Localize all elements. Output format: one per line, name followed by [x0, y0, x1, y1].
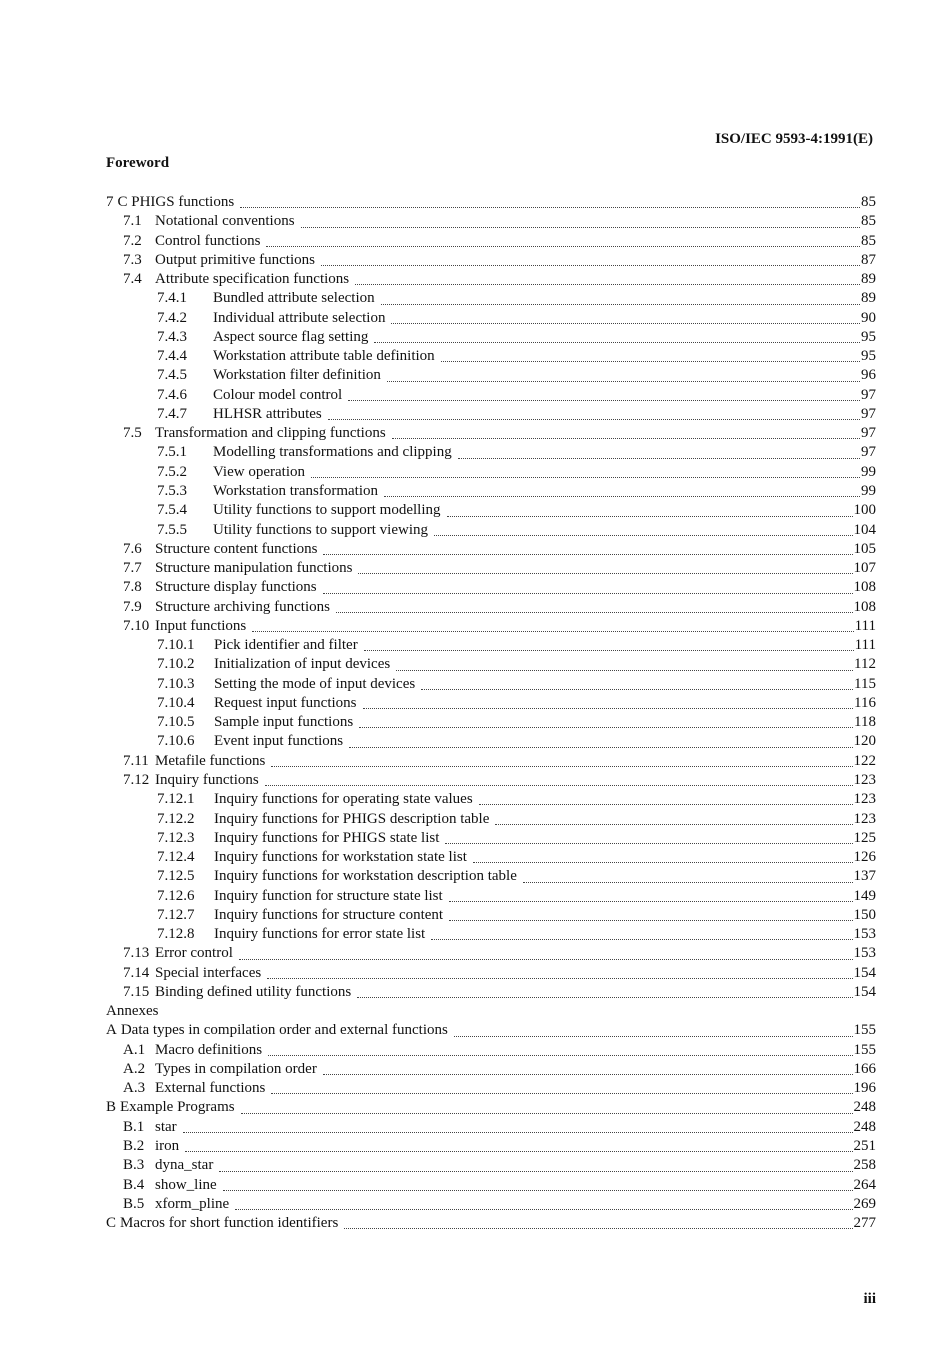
- toc-entry[interactable]: [106, 463, 876, 482]
- toc-entry-number: 7.1: [123, 213, 142, 230]
- toc-entry[interactable]: [106, 944, 876, 963]
- dot-leader: [358, 565, 852, 574]
- dot-leader: [266, 238, 860, 247]
- dot-leader: [447, 507, 853, 516]
- dot-leader: [449, 912, 852, 921]
- toc-entry-page: 126: [853, 849, 876, 866]
- toc-entry[interactable]: [106, 887, 876, 906]
- toc-entry-page: 99: [861, 463, 876, 480]
- dot-leader: [235, 1201, 852, 1210]
- toc-entry[interactable]: [106, 212, 876, 231]
- toc-entry[interactable]: [106, 675, 876, 694]
- toc-entry-title: Binding defined utility functions: [155, 983, 352, 1000]
- toc-entry[interactable]: [106, 713, 876, 732]
- dot-leader: [240, 199, 860, 208]
- toc-entry-number: 7.5.3: [157, 482, 187, 499]
- dot-leader: [357, 989, 852, 998]
- toc-entry-title: Transformation and clipping functions: [155, 425, 386, 442]
- toc-entry[interactable]: [106, 501, 876, 520]
- toc-entry-page: 123: [853, 771, 876, 788]
- toc-entry-page: 154: [853, 964, 876, 981]
- toc-entry-page: 87: [861, 251, 876, 268]
- toc-entry-number: 7.12.1: [157, 791, 195, 808]
- dot-leader: [268, 1047, 852, 1056]
- toc-entry-title: Utility functions to support viewing: [213, 521, 428, 538]
- toc-entry[interactable]: [106, 578, 876, 597]
- toc-entry[interactable]: [106, 251, 876, 270]
- toc-entry-page: 123: [853, 810, 876, 827]
- toc-entry-title: Inquiry functions for workstation state list: [214, 849, 467, 866]
- toc-entry[interactable]: [106, 347, 876, 366]
- toc-entry-page: 137: [853, 868, 876, 885]
- toc-entry[interactable]: [106, 1060, 876, 1079]
- dot-leader: [223, 1182, 853, 1191]
- toc-entry-page: 115: [854, 675, 876, 692]
- toc-entry-title: Sample input functions: [214, 714, 354, 731]
- toc-entry-page: 95: [861, 328, 876, 345]
- toc-entry-title: Initialization of input devices: [214, 656, 391, 673]
- toc-entry[interactable]: [106, 694, 876, 713]
- toc-entry[interactable]: [106, 829, 876, 848]
- toc-entry-number: 7.12.3: [157, 829, 195, 846]
- toc-entry-title: Bundled attribute selection: [213, 290, 375, 307]
- toc-entry[interactable]: [106, 655, 876, 674]
- toc-entry-number: 7.12.5: [157, 868, 195, 885]
- toc-entry-title: Macros for short function identifiers: [120, 1215, 339, 1232]
- dot-leader: [311, 469, 860, 478]
- toc-entry[interactable]: [106, 1118, 876, 1137]
- dot-leader: [449, 893, 853, 902]
- toc-entry-page: 107: [853, 560, 876, 577]
- toc-entry-page: 125: [853, 829, 876, 846]
- dot-leader: [336, 604, 853, 613]
- toc-entry-page: 97: [861, 425, 876, 442]
- toc-entry[interactable]: [106, 906, 876, 925]
- toc-entry-title: Special interfaces: [155, 964, 262, 981]
- toc-entry-page: 251: [853, 1138, 876, 1155]
- toc-entry[interactable]: [106, 1002, 876, 1021]
- toc-entry-page: 122: [853, 752, 876, 769]
- toc-entry-title: Inquiry functions: [155, 771, 259, 788]
- toc-entry-title: Structure archiving functions: [155, 598, 330, 615]
- toc-entry-title: show_line: [155, 1176, 217, 1193]
- toc-entry[interactable]: [106, 1156, 876, 1175]
- dot-leader: [381, 295, 860, 304]
- toc-entry[interactable]: [106, 1098, 876, 1117]
- toc-entry-page: 258: [853, 1157, 876, 1174]
- toc-entry[interactable]: [106, 193, 876, 212]
- dot-leader: [384, 488, 860, 497]
- dot-leader: [523, 873, 853, 882]
- toc-entry-title: Inquiry functions for PHIGS description table: [214, 810, 490, 827]
- toc-entry-page: 116: [854, 694, 876, 711]
- toc-entry-title: star: [155, 1118, 177, 1135]
- toc-entry-number: 7.10.1: [157, 637, 195, 654]
- toc-entry-page: 149: [853, 887, 876, 904]
- toc-entry-number: A.3: [123, 1080, 146, 1097]
- toc-entry-title: External functions: [155, 1080, 266, 1097]
- toc-entry-number: 7.15: [123, 983, 150, 1000]
- toc-entry-number: 7.13: [123, 945, 150, 962]
- toc-entry-number: 7.12.2: [157, 810, 195, 827]
- dot-leader: [364, 642, 854, 651]
- toc-entry[interactable]: [106, 790, 876, 809]
- dot-leader: [355, 276, 860, 285]
- toc-entry-number: 7.5.1: [157, 444, 187, 461]
- table-of-contents: [106, 193, 876, 1233]
- toc-entry[interactable]: [106, 636, 876, 655]
- dot-leader: [323, 1066, 853, 1075]
- toc-entry-title: Metafile functions: [155, 752, 266, 769]
- toc-entry-title: Workstation attribute table definition: [213, 348, 435, 365]
- toc-entry-page: 95: [861, 348, 876, 365]
- toc-entry-number: 7.6: [123, 540, 142, 557]
- toc-entry-number: 7.5.5: [157, 521, 187, 538]
- toc-entry-page: 85: [861, 232, 876, 249]
- toc-entry-number: B.2: [123, 1138, 145, 1155]
- toc-entry-page: 166: [853, 1060, 876, 1077]
- dot-leader: [359, 719, 853, 728]
- toc-entry-number: 7.5.4: [157, 502, 187, 519]
- page-number: iii: [863, 1291, 876, 1307]
- toc-entry-number: A.1: [123, 1041, 146, 1058]
- toc-entry-number: 7.4.1: [157, 290, 187, 307]
- toc-entry-title: Utility functions to support modelling: [213, 502, 441, 519]
- dot-leader: [252, 623, 853, 632]
- toc-entry-number: A.2: [123, 1060, 146, 1077]
- toc-entry-title: Example Programs: [120, 1099, 235, 1116]
- toc-entry-title: Workstation transformation: [213, 482, 379, 499]
- dot-leader: [267, 970, 852, 979]
- dot-leader: [265, 777, 853, 786]
- dot-leader: [321, 257, 860, 266]
- toc-entry[interactable]: [106, 521, 876, 540]
- toc-entry-page: 90: [861, 309, 876, 326]
- toc-entry[interactable]: [106, 925, 876, 944]
- toc-entry-number: B.1: [123, 1118, 145, 1135]
- toc-entry-page: 97: [861, 444, 876, 461]
- toc-entry-page: 108: [853, 579, 876, 596]
- toc-entry-title: Request input functions: [214, 694, 357, 711]
- toc-entry[interactable]: [106, 424, 876, 443]
- toc-entry-title: Control functions: [155, 232, 261, 249]
- dot-leader: [431, 931, 852, 940]
- toc-entry-number: 7.5.2: [157, 463, 187, 480]
- toc-entry-number: 7.14: [123, 964, 150, 981]
- toc-entry-number: 7.12: [123, 771, 150, 788]
- toc-entry-title: Modelling transformations and clipping: [213, 444, 452, 461]
- toc-entry[interactable]: [106, 867, 876, 886]
- toc-entry-page: 150: [853, 906, 876, 923]
- toc-entry[interactable]: [106, 771, 876, 790]
- toc-entry-number: C: [106, 1215, 117, 1232]
- toc-entry-title: View operation: [213, 463, 305, 480]
- toc-entry-number: B.3: [123, 1157, 145, 1174]
- toc-entry-title: HLHSR attributes: [213, 405, 322, 422]
- toc-entry-title: Types in compilation order: [155, 1060, 317, 1077]
- dot-leader: [473, 854, 853, 863]
- dot-leader: [183, 1124, 853, 1133]
- toc-entry-title: Inquiry functions for operating state values: [214, 791, 473, 808]
- toc-entry-page: 104: [853, 521, 876, 538]
- toc-entry-page: 154: [853, 983, 876, 1000]
- toc-entry-page: 111: [854, 617, 876, 634]
- toc-entry[interactable]: [106, 328, 876, 347]
- dot-leader: [349, 738, 852, 747]
- toc-entry-title: Colour model control: [213, 386, 343, 403]
- toc-entry-title: Attribute specification functions: [155, 271, 350, 288]
- toc-entry[interactable]: [106, 1176, 876, 1195]
- toc-entry-title: Structure content functions: [155, 540, 318, 557]
- toc-entry-number: 7.4.2: [157, 309, 187, 326]
- toc-entry[interactable]: [106, 289, 876, 308]
- toc-entry[interactable]: [106, 232, 876, 251]
- toc-entry-title: iron: [155, 1138, 180, 1155]
- toc-entry[interactable]: [106, 964, 876, 983]
- dot-leader: [363, 700, 854, 709]
- toc-entry-number: 7.12.8: [157, 926, 195, 943]
- toc-entry-title: C PHIGS functions: [117, 194, 235, 210]
- toc-entry-number: 7.4.7: [157, 405, 187, 422]
- dot-leader: [241, 1104, 853, 1113]
- toc-entry-number: 7.10.5: [157, 714, 195, 731]
- toc-entry-page: 248: [853, 1118, 876, 1135]
- toc-entry[interactable]: [106, 540, 876, 559]
- toc-entry-page: 96: [861, 367, 876, 384]
- toc-entry-number: B.5: [123, 1195, 145, 1212]
- toc-entry[interactable]: [106, 732, 876, 751]
- toc-entry-number: 7: [106, 194, 114, 210]
- toc-entry[interactable]: [106, 386, 876, 405]
- toc-entry-number: 7.12.4: [157, 849, 195, 866]
- toc-entry-title: Macro definitions: [155, 1041, 263, 1058]
- toc-entry-page: 120: [853, 733, 876, 750]
- toc-entry[interactable]: [106, 270, 876, 289]
- dot-leader: [328, 411, 860, 420]
- toc-entry[interactable]: [106, 1041, 876, 1060]
- toc-entry-number: 7.12.6: [157, 887, 195, 904]
- toc-entry-number: 7.10.6: [157, 733, 195, 750]
- toc-entry-number: 7.10.4: [157, 694, 195, 711]
- dot-leader: [391, 315, 860, 324]
- toc-entry-number: 7.8: [123, 579, 142, 596]
- toc-entry-page: 155: [853, 1041, 876, 1058]
- toc-entry-number: 7.10: [123, 617, 150, 634]
- toc-entry-page: 97: [861, 405, 876, 422]
- dot-leader: [374, 334, 860, 343]
- toc-entry-title: Output primitive functions: [155, 251, 315, 268]
- toc-entry-page: 153: [853, 945, 876, 962]
- toc-entry-page: 277: [853, 1215, 876, 1232]
- toc-entry-page: 97: [861, 386, 876, 403]
- dot-leader: [271, 758, 852, 767]
- toc-entry[interactable]: [106, 810, 876, 829]
- toc-entry-title: Inquiry function for structure state list: [214, 887, 443, 904]
- toc-entry-title: Input functions: [155, 617, 247, 634]
- toc-entry[interactable]: [106, 1021, 876, 1040]
- dot-leader: [323, 584, 853, 593]
- toc-entry-title: Aspect source flag setting: [213, 328, 369, 345]
- toc-entry-page: 99: [861, 482, 876, 499]
- toc-entry-title: Workstation filter definition: [213, 367, 381, 384]
- toc-entry-number: B: [106, 1099, 117, 1116]
- toc-entry-number: 7.12.7: [157, 906, 195, 923]
- toc-entry[interactable]: [106, 366, 876, 385]
- toc-entry-title: Inquiry functions for error state list: [214, 926, 426, 943]
- dot-leader: [458, 449, 860, 458]
- toc-entry-page: 155: [853, 1022, 876, 1039]
- toc-entry[interactable]: [106, 309, 876, 328]
- dot-leader: [392, 430, 860, 439]
- toc-entry-number: 7.4: [123, 271, 142, 288]
- toc-entry[interactable]: [106, 752, 876, 771]
- toc-entry-page: 89: [861, 271, 876, 288]
- toc-entry-page: 111: [854, 637, 876, 654]
- toc-entry-title: Error control: [155, 945, 233, 962]
- toc-entry-number: 7.7: [123, 560, 142, 577]
- toc-entry-page: 248: [853, 1099, 876, 1116]
- toc-entry[interactable]: [106, 1195, 876, 1214]
- toc-entry-number: 7.3: [123, 251, 142, 268]
- toc-entry[interactable]: [106, 617, 876, 636]
- toc-entry-title: Inquiry functions for workstation description table: [214, 868, 517, 885]
- toc-entry[interactable]: [106, 598, 876, 617]
- toc-entry-page: 269: [853, 1195, 876, 1212]
- dot-leader: [219, 1162, 852, 1171]
- toc-entry[interactable]: [106, 983, 876, 1002]
- toc-entry-title: Structure manipulation functions: [155, 560, 353, 577]
- toc-entry-title: Event input functions: [214, 733, 344, 750]
- toc-entry-number: 7.4.5: [157, 367, 187, 384]
- toc-entry-number: 7.2: [123, 232, 142, 249]
- dot-leader: [271, 1085, 852, 1094]
- toc-entry-page: 105: [853, 540, 876, 557]
- dot-leader: [323, 546, 852, 555]
- toc-entry-page: 196: [853, 1080, 876, 1097]
- toc-entry-number: 7.9: [123, 598, 142, 615]
- toc-entry[interactable]: [106, 1079, 876, 1098]
- dot-leader: [421, 681, 853, 690]
- toc-entry-title: Setting the mode of input devices: [214, 675, 416, 692]
- toc-entry-title: dyna_star: [155, 1157, 214, 1174]
- toc-entry-title: Inquiry functions for PHIGS state list: [214, 829, 440, 846]
- toc-entry-number: 7.11: [123, 752, 149, 769]
- dot-leader: [396, 661, 853, 670]
- toc-entry-page: 153: [853, 926, 876, 943]
- toc-entry[interactable]: [106, 443, 876, 462]
- toc-entry-number: 7.10.2: [157, 656, 195, 673]
- toc-entry-page: 85: [861, 213, 876, 230]
- toc-entry-title: Inquiry functions for structure content: [214, 906, 444, 923]
- toc-entry-title: xform_pline: [155, 1195, 230, 1212]
- toc-entry[interactable]: [106, 482, 876, 501]
- dot-leader: [434, 527, 853, 536]
- toc-entry[interactable]: [106, 1137, 876, 1156]
- section-title: Foreword: [106, 155, 170, 171]
- toc-entry-title: Data types in compilation order and external functions: [120, 1022, 448, 1039]
- dot-leader: [185, 1143, 852, 1152]
- dot-leader: [454, 1027, 853, 1036]
- toc-entry-page: 112: [854, 656, 876, 673]
- toc-entry[interactable]: [106, 559, 876, 578]
- toc-entry-page: 85: [861, 194, 876, 210]
- toc-entry-number: 7.4.6: [157, 386, 187, 403]
- dot-leader: [344, 1220, 852, 1229]
- toc-entry-page: 123: [853, 791, 876, 808]
- toc-entry-number: 7.10.3: [157, 675, 195, 692]
- dot-leader: [445, 835, 852, 844]
- toc-entry-title: Individual attribute selection: [213, 309, 386, 326]
- toc-entry-title: Notational conventions: [155, 213, 295, 230]
- dot-leader: [348, 392, 860, 401]
- dot-leader: [441, 353, 860, 362]
- toc-entry-page: 89: [861, 290, 876, 307]
- toc-entry-page: 100: [853, 502, 876, 519]
- dot-leader: [301, 218, 860, 227]
- toc-entry-page: 108: [853, 598, 876, 615]
- toc-entry-number: B.4: [123, 1176, 145, 1193]
- toc-entry[interactable]: [106, 848, 876, 867]
- toc-entry[interactable]: [106, 405, 876, 424]
- toc-entry-page: 264: [853, 1176, 876, 1193]
- toc-entry-title: Structure display functions: [155, 579, 317, 596]
- toc-entry-number: 7.5: [123, 425, 142, 442]
- toc-entry-title: Pick identifier and filter: [214, 637, 358, 654]
- dot-leader: [495, 816, 852, 825]
- toc-entry-title: Annexes: [106, 1003, 159, 1020]
- dot-leader: [479, 796, 853, 805]
- toc-entry-number: A: [106, 1022, 117, 1039]
- toc-entry-number: 7.4.3: [157, 328, 187, 345]
- toc-entry[interactable]: [106, 1214, 876, 1233]
- toc-entry-page: 118: [854, 714, 876, 731]
- dot-leader: [239, 950, 853, 959]
- document-code: ISO/IEC 9593-4:1991(E): [715, 131, 873, 147]
- toc-entry-number: 7.4.4: [157, 348, 187, 365]
- dot-leader: [387, 372, 860, 381]
